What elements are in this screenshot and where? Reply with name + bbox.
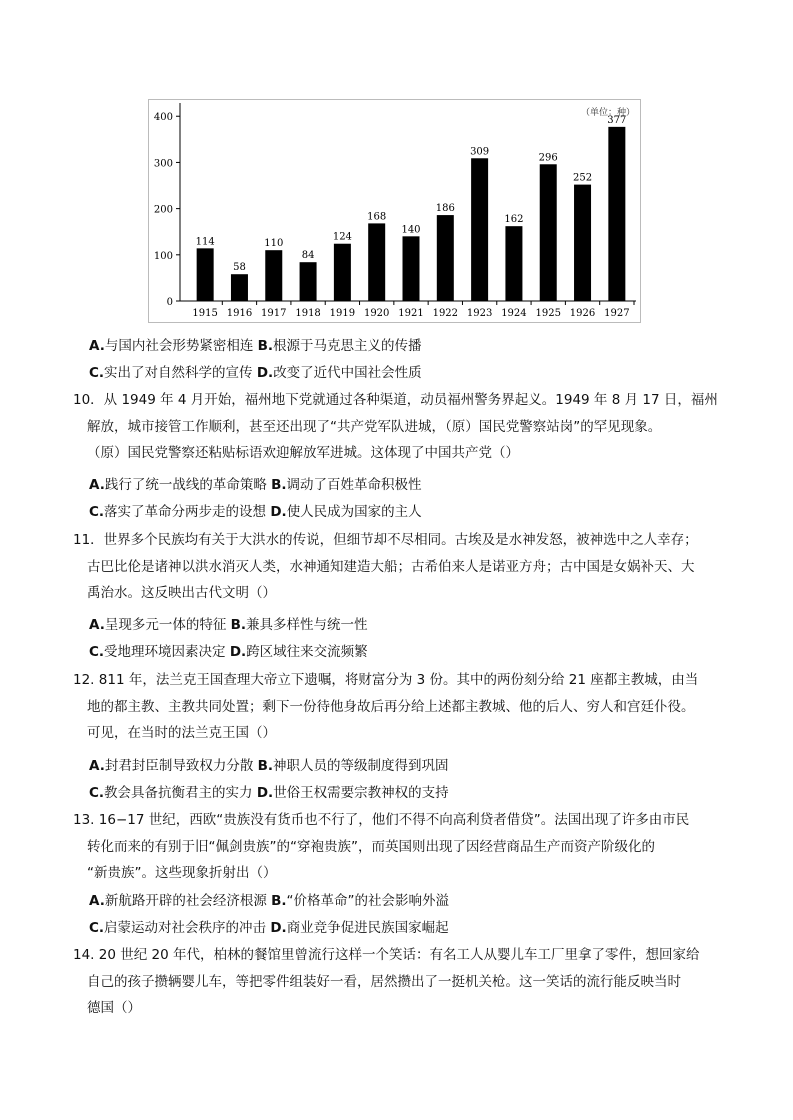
x-tick-label-1926: 1926 — [569, 308, 596, 319]
q14-line-3: 德国（） — [87, 1000, 141, 1016]
data-label-1927: 377 — [607, 114, 627, 126]
q14-line-2: 自己的孩子攒辆婴儿车，等把零件组装好一看，居然攒出了一挺机关枪。这一笑话的流行能反映当时 — [87, 973, 681, 990]
q10-option-a-text: 践行了统一战线的革命策略 — [104, 477, 267, 493]
q12-option-d-text: 世俗王权需要宗教神权的支持 — [273, 785, 449, 801]
x-tick-label-1925: 1925 — [535, 308, 561, 319]
bar-1925 — [540, 164, 557, 301]
q12-option-b-letter: B. — [257, 758, 274, 774]
bar-1926 — [574, 185, 591, 301]
data-label-1922: 186 — [435, 203, 455, 215]
q11-option-c-letter: C. — [89, 644, 105, 660]
data-label-1916: 58 — [233, 262, 246, 274]
q11-option-b-letter: B. — [230, 617, 247, 633]
q12-line-1: 12. 811 年，法兰克王国查理大帝立下遗嘱，将财富分为 3 份。其中的两份刻分给 21 座都主教城，由当 — [73, 672, 699, 688]
q13-option-c-text: 启蒙运动对社会秩序的冲击 — [104, 920, 267, 936]
bar-1919 — [334, 244, 351, 301]
q9-options-line-1 — [89, 336, 422, 356]
q9-option-b-text: 根源于马克思主义的传播 — [273, 338, 422, 354]
unit-note: （单位：种） — [580, 108, 635, 118]
publication-bar-chart — [148, 99, 641, 323]
q10-line-3: （原）国民党警察还粘贴标语欢迎解放军进城。这体现了中国共产党（） — [87, 445, 519, 461]
q9-option-b-letter: B. — [257, 338, 274, 354]
q10-line-1: 10．从 1949 年 4 月开始，福州地下党就通过各种渠道，动员福州警务界起义。1949 年 8 月 17 日，福州 — [73, 392, 718, 408]
data-label-1924: 162 — [504, 214, 524, 226]
x-tick-label-1922: 1922 — [432, 308, 459, 319]
data-label-1925: 296 — [538, 152, 558, 164]
x-tick-label-1921: 1921 — [398, 308, 424, 319]
bar-chart-svg — [148, 99, 641, 323]
q13-line-1: 13. 16−17 世纪，西欧“贵族没有货币也不行了，他们不得不向高利贷者借贷”。法国出现了许多由市民 — [73, 812, 690, 828]
q10-line-2: 解放，城市接管工作顺利，甚至还出现了“共产党军队进城，（原）国民党警察站岗”的罕见现象。 — [87, 418, 662, 435]
q13-options-line-2 — [89, 918, 449, 938]
q13-line-3: “新贵族”。这些现象折射出（） — [87, 865, 277, 881]
data-label-1919: 124 — [332, 231, 352, 243]
data-label-1918: 84 — [301, 250, 315, 262]
q10-option-b-letter: B. — [271, 477, 287, 493]
q12-option-c-text: 教会具备抗衡君主的实力 — [104, 785, 253, 801]
q10-option-c-letter: C. — [89, 504, 105, 520]
x-tick-label-1920: 1920 — [363, 308, 390, 319]
y-tick-label: 200 — [153, 204, 173, 216]
bar-1921 — [403, 236, 420, 301]
x-tick-label-1917: 1917 — [261, 308, 287, 319]
data-label-1917: 110 — [264, 238, 284, 250]
q12-line-3: 可见，在当时的法兰克王国（） — [87, 725, 276, 741]
x-tick-label-1924: 1924 — [501, 308, 527, 319]
question-11-stem — [73, 527, 733, 607]
q13-option-c-letter: C. — [89, 920, 105, 936]
q11-options-line-1 — [89, 615, 368, 635]
data-label-1921: 140 — [401, 224, 421, 236]
q9-option-d-letter: D. — [256, 365, 274, 381]
q10-option-a-letter: A. — [89, 477, 105, 493]
y-tick-label: 100 — [153, 250, 173, 262]
x-tick-label-1918: 1918 — [295, 308, 321, 319]
bar-1918 — [300, 262, 317, 301]
q11-line-2: 古巴比伦是诸神以洪水消灭人类，水神通知建造大船；古希伯来人是诺亚方舟；古中国是女娲补天、大 — [87, 558, 695, 575]
q13-option-d-letter: D. — [270, 920, 287, 936]
x-tick-label-1919: 1919 — [329, 308, 356, 319]
q10-option-d-letter: D. — [270, 504, 287, 520]
question-12-stem — [73, 667, 733, 747]
q13-line-2: 转化而来的有别于旧“佩剑贵族”的“穿袍贵族”，而英国则出现了因经营商品生产而资产阶级化的 — [87, 838, 655, 855]
q9-option-a-letter: A. — [89, 338, 105, 354]
bar-1917 — [265, 250, 282, 301]
y-tick-label: 300 — [153, 158, 173, 170]
data-label-1926: 252 — [572, 172, 593, 184]
data-label-1920: 168 — [367, 211, 387, 223]
q10-option-b-text: 调动了百姓革命积极性 — [286, 477, 422, 493]
q11-option-a-letter: A. — [89, 617, 105, 633]
q12-option-d-letter: D. — [256, 785, 274, 801]
q10-option-c-text: 落实了革命分两步走的设想 — [104, 504, 267, 520]
question-14-stem — [73, 942, 733, 1022]
chart-frame — [149, 100, 641, 323]
q13-option-b-letter: B. — [271, 893, 287, 909]
q10-option-d-text: 使人民成为国家的主人 — [286, 504, 422, 520]
x-tick-label-1916: 1916 — [226, 308, 253, 319]
q12-options-line-1 — [89, 756, 449, 776]
q9-options-line-2 — [89, 363, 422, 383]
q10-options-line-1 — [89, 475, 422, 495]
q10-options-line-2 — [89, 502, 422, 522]
q12-line-2: 地的都主教、主教共同处置；剩下一份待他身故后再分给上述都主教城、他的后人、穷人和宫廷仆役。 — [87, 698, 695, 715]
bar-1915 — [197, 248, 214, 301]
data-label-1915: 114 — [195, 236, 215, 248]
q12-option-b-text: 神职人员的等级制度得到巩固 — [273, 758, 449, 774]
q11-option-a-text: 呈现多元一体的特征 — [104, 617, 227, 633]
q12-options-line-2 — [89, 783, 449, 803]
q13-option-b-text: “价格革命”的社会影响外溢 — [286, 893, 450, 909]
bar-1923 — [471, 158, 488, 301]
q11-line-3: 禹治水。这反映出古代文明（） — [87, 585, 276, 601]
q13-option-d-text: 商业竞争促进民族国家崛起 — [286, 920, 449, 936]
question-13-stem — [73, 807, 733, 887]
q12-option-c-letter: C. — [89, 785, 105, 801]
q12-option-a-letter: A. — [89, 758, 105, 774]
q11-line-1: 11．世界多个民族均有关于大洪水的传说，但细节却不尽相同。古埃及是水神发怒，被神选中之人幸存； — [73, 532, 698, 548]
q11-options-line-2 — [89, 642, 368, 662]
bar-1922 — [437, 215, 454, 301]
q9-option-c-text: 实出了对自然科学的宣传 — [104, 365, 253, 381]
x-tick-label-1927: 1927 — [604, 308, 630, 319]
q14-line-1: 14. 20 世纪 20 年代，柏林的餐馆里曾流行这样一个笑话：有名工人从婴儿车工厂里拿了零件，想回家给 — [73, 947, 700, 963]
q11-option-b-text: 兼具多样性与统一性 — [246, 617, 368, 633]
q11-option-c-text: 受地理环境因素决定 — [104, 644, 226, 660]
bar-1916 — [231, 274, 248, 301]
q11-option-d-letter: D. — [229, 644, 247, 660]
bar-1920 — [368, 223, 385, 301]
bar-1927 — [608, 127, 625, 301]
q13-option-a-letter: A. — [89, 893, 105, 909]
q13-option-a-text: 新航路开辟的社会经济根源 — [104, 893, 267, 909]
y-tick-label: 400 — [153, 112, 173, 124]
y-tick-label: 0 — [166, 297, 173, 308]
bar-1924 — [505, 226, 522, 301]
data-label-1923: 309 — [470, 146, 490, 158]
q9-option-d-text: 改变了近代中国社会性质 — [273, 365, 422, 381]
q12-option-a-text: 封君封臣制导致权力分散 — [104, 758, 254, 774]
q9-option-a-text: 与国内社会形势紧密相连 — [104, 338, 254, 354]
question-10-stem — [73, 387, 733, 467]
x-tick-label-1915: 1915 — [192, 308, 218, 319]
q11-option-d-text: 跨区域往来交流频繁 — [246, 644, 368, 660]
x-tick-label-1923: 1923 — [466, 308, 493, 319]
q13-options-line-1 — [89, 891, 449, 911]
q9-option-c-letter: C. — [89, 365, 105, 381]
